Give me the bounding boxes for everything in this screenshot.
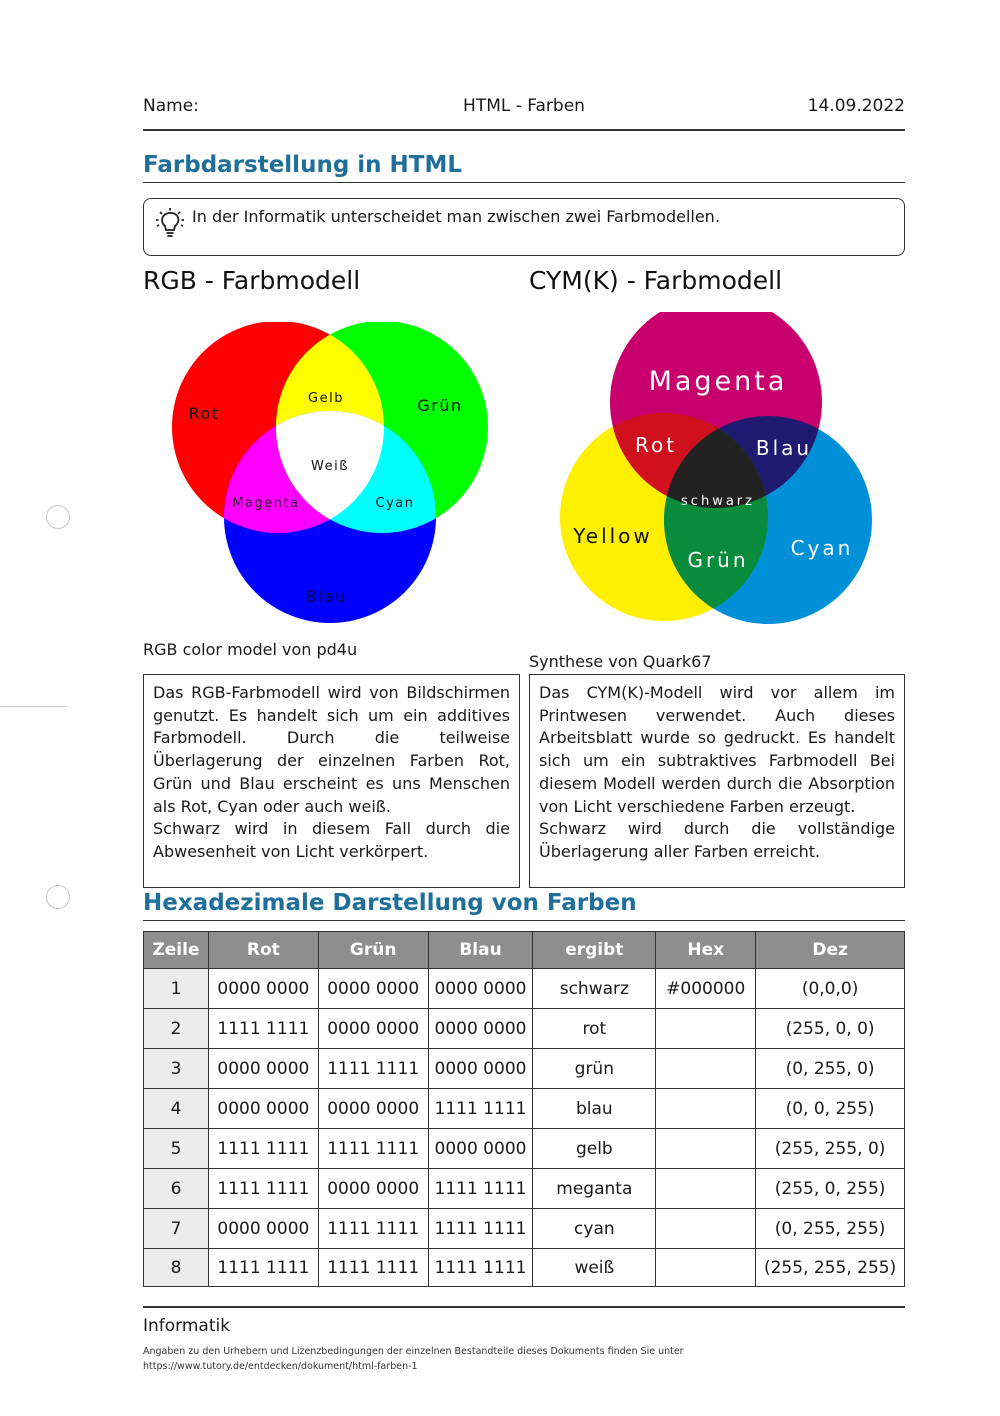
col-header-dez: Dez [756,932,905,969]
footer-legal-notice [143,1344,905,1374]
col-header-ergibt: ergibt [533,932,656,969]
cmy-label-gruen: Grün [687,548,749,572]
info-text: In der Informatik unterscheidet man zwischen zwei Farbmodellen. [192,207,720,226]
lightbulb-icon [156,208,184,240]
rgb-image-caption: RGB color model von pd4u [143,640,358,659]
section-title-farbdarstellung: Farbdarstellung in HTML [143,152,905,183]
cell-dez: (0, 0, 255) [756,1089,905,1129]
cell-gruen: 0000 0000 [318,1169,428,1209]
col-header-hex: Hex [656,932,756,969]
cell-dez: (0, 255, 0) [756,1049,905,1089]
cell-ergibt: schwarz [533,969,656,1009]
cell-hex[interactable] [656,1209,756,1249]
cmy-image-caption: Synthese von Quark67 [529,652,712,671]
rgb-label-rot: Rot [188,404,220,423]
cell-blau: 1111 1111 [428,1169,533,1209]
col-header-zeile: Zeile [144,932,209,969]
cmy-label-schwarz: schwarz [681,494,755,509]
cmy-description-box [529,674,905,888]
footer-subject: Informatik [143,1316,231,1336]
cell-blau: 1111 1111 [428,1209,533,1249]
punch-hole-top [46,505,70,529]
rgb-description-paragraph-2: Schwarz wird in diesem Fall durch die Abwesenheit von Licht verkörpert. [153,819,510,861]
color-table [143,931,905,1287]
cell-rot: 1111 1111 [208,1009,318,1049]
footer-legal-link[interactable]: https://www.tutory.de/entdecken/dokument/html-farben-1 [143,1361,418,1372]
cell-gruen: 1111 1111 [318,1249,428,1287]
table-header-row [144,932,905,969]
rgb-venn-diagram [160,312,500,632]
rgb-label-magenta: Magenta [232,496,300,511]
col-header-rot: Rot [208,932,318,969]
cell-gruen: 1111 1111 [318,1049,428,1089]
cell-gruen: 0000 0000 [318,1009,428,1049]
cell-zeile: 1 [144,969,209,1009]
cell-gruen: 0000 0000 [318,969,428,1009]
cell-gruen: 0000 0000 [318,1089,428,1129]
cmy-label-blau: Blau [755,436,813,460]
rgb-label-gruen: Grün [417,396,463,415]
cell-blau: 0000 0000 [428,969,533,1009]
punch-hole-bottom [46,885,70,909]
document-title: HTML - Farben [463,96,585,116]
name-label: Name: [143,96,199,116]
rgb-label-blau: Blau [305,587,347,606]
rgb-label-gelb: Gelb [308,391,344,406]
cell-zeile: 6 [144,1169,209,1209]
cell-ergibt: weiß [533,1249,656,1287]
cell-blau: 0000 0000 [428,1009,533,1049]
table-row [144,1249,905,1287]
cell-rot: 0000 0000 [208,1209,318,1249]
cell-blau: 0000 0000 [428,1129,533,1169]
cell-rot: 1111 1111 [208,1129,318,1169]
rgb-description-box [143,674,520,888]
cell-dez: (0,0,0) [756,969,905,1009]
cell-rot: 0000 0000 [208,1089,318,1129]
cmy-venn-diagram [550,312,890,632]
table-row [144,1089,905,1129]
fold-mark [0,706,67,707]
cmy-description-paragraph-1: Das CYM(K)-Modell wird vor allem im Printwesen verwendet. Auch dieses Arbeitsblatt wurde so gedruckt. Es handelt sich um ein subtraktives Farbmodell Bei diesem Modell werden durch die Absorption von Licht verschiedene Farben erzeugt. [539,683,895,816]
document-date: 14.09.2022 [807,96,905,116]
cmy-label-yellow: Yellow [573,524,653,548]
cmy-label-magenta: Magenta [648,366,788,397]
cell-ergibt: blau [533,1089,656,1129]
cell-hex[interactable] [656,1169,756,1209]
cmy-label-cyan: Cyan [790,536,854,560]
info-box [143,198,905,256]
footer-legal-line-1: Angaben zu den Urhebern und Lizenzbedingungen der einzelnen Bestandteile dieses Dokuments finden Sie unter [143,1346,684,1357]
table-row [144,1209,905,1249]
rgb-label-weiss: Weiß [311,459,349,474]
cell-hex[interactable] [656,1129,756,1169]
cell-rot: 0000 0000 [208,969,318,1009]
rgb-model-title: RGB - Farbmodell [143,266,361,295]
cell-rot: 1111 1111 [208,1249,318,1287]
cell-hex[interactable] [656,1089,756,1129]
page-footer [143,1306,905,1374]
cell-ergibt: grün [533,1049,656,1089]
cell-hex[interactable] [656,1249,756,1287]
cell-blau: 1111 1111 [428,1249,533,1287]
cell-gruen: 1111 1111 [318,1129,428,1169]
cell-hex[interactable] [656,1049,756,1089]
table-row [144,1009,905,1049]
cell-dez: (255, 0, 0) [756,1009,905,1049]
rgb-label-cyan: Cyan [375,496,415,511]
cmy-description-paragraph-2: Schwarz wird durch die vollständige Überlagerung aller Farben erreicht. [539,819,895,861]
table-row [144,1129,905,1169]
section-title-hexadezimal: Hexadezimale Darstellung von Farben [143,890,905,921]
cell-rot: 0000 0000 [208,1049,318,1089]
cell-zeile: 8 [144,1249,209,1287]
rgb-description-paragraph-1: Das RGB-Farbmodell wird von Bildschirmen genutzt. Es handelt sich um ein additives Farbmodell. Durch die teilweise Überlagerung der einzelnen Farben Rot, Grün und Blau erscheint es uns Menschen als Rot, Cyan oder auch weiß. [153,683,510,816]
cell-ergibt: meganta [533,1169,656,1209]
cell-dez: (255, 255, 0) [756,1129,905,1169]
cell-dez: (255, 0, 255) [756,1169,905,1209]
cell-zeile: 4 [144,1089,209,1129]
cell-zeile: 5 [144,1129,209,1169]
cell-blau: 1111 1111 [428,1089,533,1129]
cell-rot: 1111 1111 [208,1169,318,1209]
cell-zeile: 2 [144,1009,209,1049]
cell-ergibt: rot [533,1009,656,1049]
cmy-label-rot: Rot [634,433,678,457]
cell-ergibt: cyan [533,1209,656,1249]
cell-zeile: 7 [144,1209,209,1249]
col-header-gruen: Grün [318,932,428,969]
table-row [144,1049,905,1089]
cell-zeile: 3 [144,1049,209,1089]
cell-ergibt: gelb [533,1129,656,1169]
cmy-model-title: CYM(K) - Farbmodell [529,266,783,295]
cell-hex: #000000 [656,969,756,1009]
table-row [144,1169,905,1209]
cell-blau: 0000 0000 [428,1049,533,1089]
col-header-blau: Blau [428,932,533,969]
cell-dez: (255, 255, 255) [756,1249,905,1287]
table-row [144,969,905,1009]
page-header [143,94,905,131]
cell-dez: (0, 255, 255) [756,1209,905,1249]
cell-gruen: 1111 1111 [318,1209,428,1249]
cell-hex[interactable] [656,1009,756,1049]
